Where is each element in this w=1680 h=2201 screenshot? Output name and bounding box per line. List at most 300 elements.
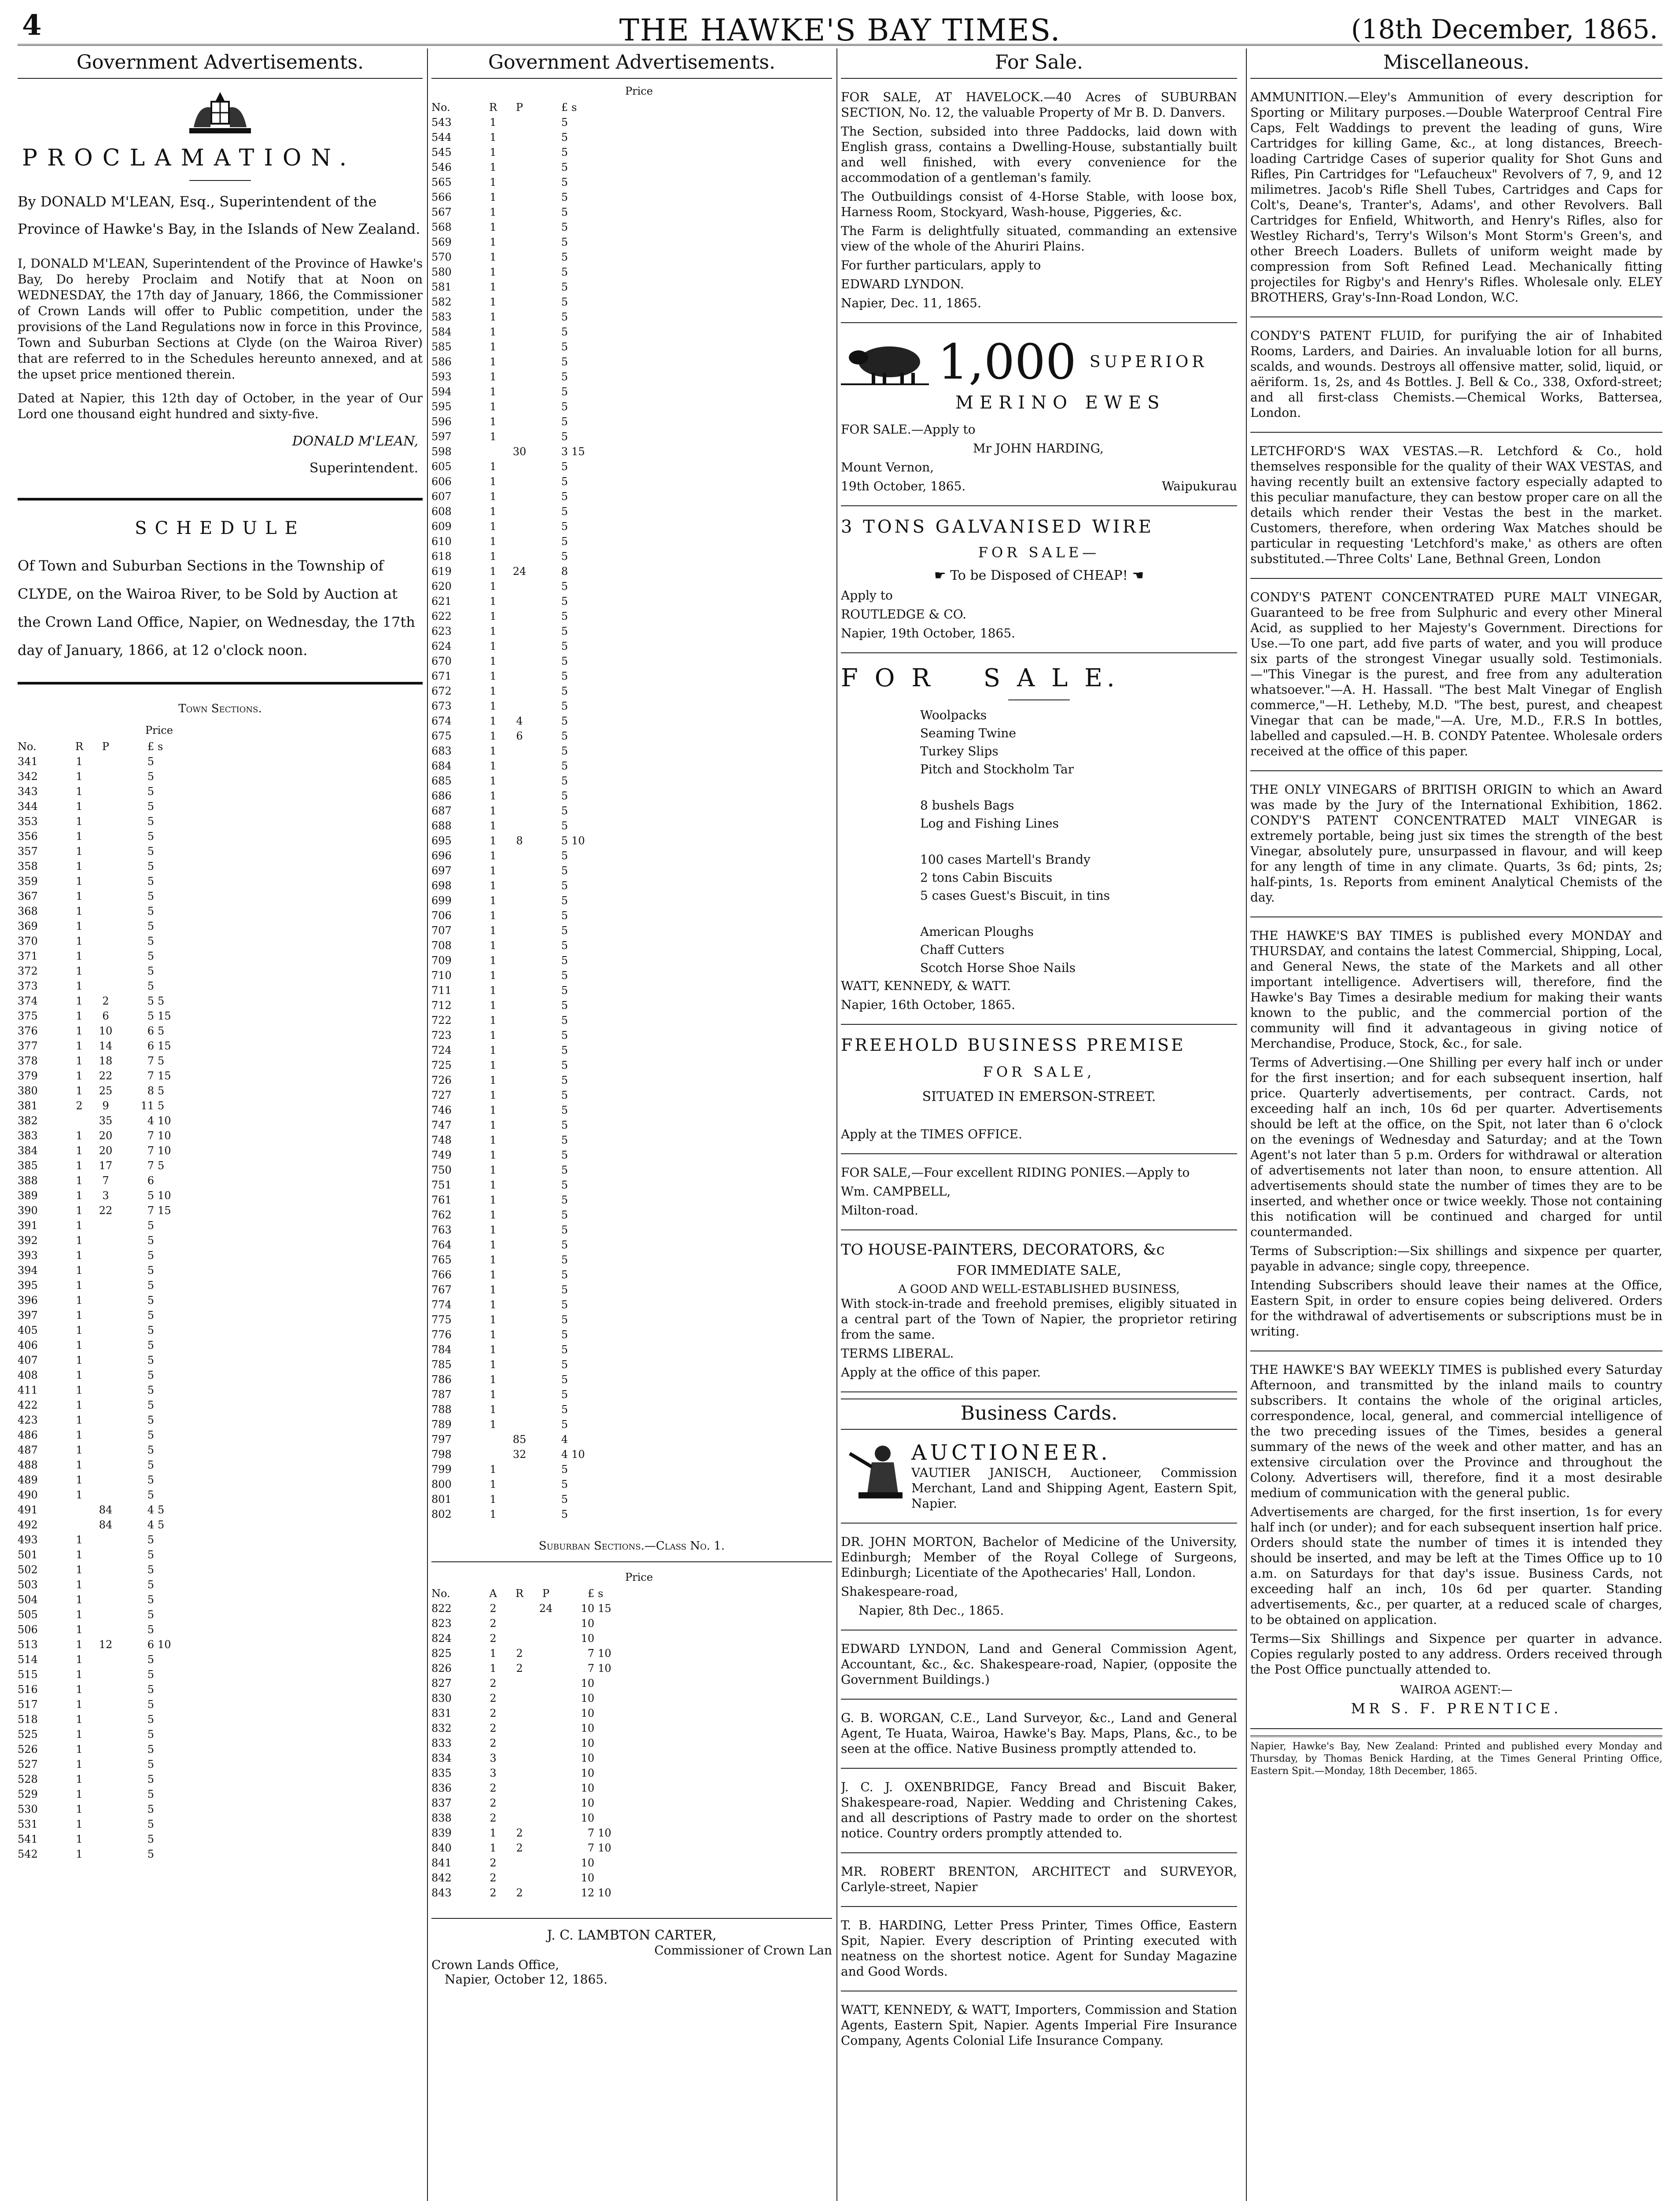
table-row bbox=[431, 1676, 832, 1691]
card-text: T. B. HARDING, Letter Press Printer, Times Office, Eastern Spit, Napier. Every description of Printing executed with neatness on the shortest notice. Agent for Sunday Magazine and Good Words. bbox=[841, 1918, 1237, 1979]
table-cell: 1 bbox=[490, 1209, 497, 1221]
table-cell: 8 bbox=[147, 1085, 154, 1097]
table-cell: 10 bbox=[99, 1025, 113, 1037]
table-cell: 1 bbox=[490, 1314, 497, 1326]
table-cell bbox=[533, 1826, 559, 1840]
table-cell: 397 bbox=[18, 1309, 38, 1321]
ad-date: Napier, 19th October, 1865. bbox=[841, 626, 1016, 640]
table-cell bbox=[154, 1383, 184, 1398]
table-cell bbox=[506, 1133, 533, 1148]
table-row bbox=[431, 1222, 832, 1237]
table-cell bbox=[154, 754, 184, 769]
table-cell: 1 bbox=[76, 1294, 83, 1307]
table-cell: 388 bbox=[18, 1174, 38, 1187]
issue-date: (18th December, 1865. bbox=[1351, 14, 1658, 45]
table-cell: 1 bbox=[490, 311, 497, 323]
table-cell: 695 bbox=[431, 835, 452, 847]
table-row bbox=[18, 859, 423, 874]
table-cell: 5 bbox=[147, 1384, 154, 1396]
table-cell: 1 bbox=[76, 1549, 83, 1561]
table-cell: 748 bbox=[431, 1134, 452, 1146]
table-cell: 6 bbox=[516, 730, 523, 742]
table-cell: 5 bbox=[147, 1564, 154, 1576]
table-row bbox=[431, 773, 832, 788]
table-cell: 1 bbox=[490, 1463, 497, 1476]
column-for-sale bbox=[841, 48, 1237, 2201]
table-cell bbox=[506, 1751, 533, 1766]
table-cell bbox=[92, 1233, 119, 1248]
table-cell: 1 bbox=[76, 1818, 83, 1830]
table-cell: 5 bbox=[147, 1549, 154, 1561]
table-cell: 5 bbox=[561, 790, 568, 802]
ad-subtitle: FOR IMMEDIATE SALE, bbox=[957, 1263, 1121, 1278]
ad-text: Intending Subscribers should leave their names at the Office, Eastern Spit, in order to ensure copies being delivered. Orders for the withdrawal of advertisements or subscriptions must be in writing. bbox=[1250, 1278, 1662, 1339]
table-cell: 1 bbox=[490, 1299, 497, 1311]
table-cell: 15 bbox=[158, 1204, 171, 1217]
table-row bbox=[18, 1008, 423, 1023]
table-cell: 710 bbox=[431, 969, 452, 982]
table-cell: 1 bbox=[76, 1174, 83, 1187]
table-cell: 1 bbox=[76, 1219, 83, 1232]
table-cell: 5 bbox=[158, 1055, 165, 1067]
table-cell: 10 bbox=[581, 1707, 594, 1719]
table-cell: 5 bbox=[561, 1329, 568, 1341]
table-cell: 411 bbox=[18, 1384, 38, 1396]
table-cell: 1 bbox=[490, 894, 497, 907]
ad-freehold-premises bbox=[841, 1031, 1237, 1154]
table-cell: 2 bbox=[490, 1782, 497, 1794]
table-cell bbox=[568, 294, 598, 309]
table-row bbox=[431, 1013, 832, 1028]
table-cell: 528 bbox=[18, 1773, 38, 1785]
table-cell bbox=[533, 1616, 559, 1631]
table-cell: 5 bbox=[147, 1489, 154, 1501]
table-cell: 10 bbox=[598, 1647, 612, 1660]
table-row bbox=[431, 624, 832, 639]
table-cell: 724 bbox=[431, 1044, 452, 1056]
table-cell: 5 bbox=[147, 1668, 154, 1681]
table-cell: 5 bbox=[561, 625, 568, 637]
table-cell bbox=[568, 714, 598, 729]
ad-place: Waipukurau bbox=[1161, 479, 1237, 493]
table-cell bbox=[92, 1413, 119, 1428]
table-header: No. R P £ s bbox=[431, 101, 577, 114]
table-cell bbox=[506, 369, 533, 384]
table-cell: 1 bbox=[490, 416, 497, 428]
table-row bbox=[431, 1766, 832, 1781]
table-row bbox=[431, 309, 832, 324]
table-row bbox=[431, 1432, 832, 1447]
table-cell: 9 bbox=[102, 1100, 109, 1112]
table-cell bbox=[506, 923, 533, 938]
table-cell bbox=[506, 788, 533, 803]
table-cell bbox=[568, 1013, 598, 1028]
table-row bbox=[18, 1502, 423, 1517]
table-cell: 384 bbox=[18, 1145, 38, 1157]
table-cell: 5 bbox=[561, 520, 568, 533]
table-cell: 775 bbox=[431, 1314, 452, 1326]
table-row bbox=[431, 1327, 832, 1342]
table-cell bbox=[154, 1413, 184, 1428]
table-cell: 1 bbox=[490, 924, 497, 937]
ad-for-sale-goods bbox=[841, 659, 1237, 1025]
table-cell: 1 bbox=[490, 475, 497, 488]
table-cell: 609 bbox=[431, 520, 452, 533]
table-cell bbox=[568, 923, 598, 938]
table-cell bbox=[506, 654, 533, 669]
table-cell bbox=[154, 1817, 184, 1832]
table-row bbox=[431, 115, 832, 130]
table-cell: 541 bbox=[18, 1833, 38, 1845]
table-cell: 2 bbox=[516, 1662, 523, 1675]
table-cell: 6 bbox=[102, 1010, 109, 1022]
table-cell bbox=[66, 1517, 92, 1532]
table-cell: 598 bbox=[431, 445, 452, 458]
table-cell: 513 bbox=[18, 1638, 38, 1651]
table-cell bbox=[506, 265, 533, 280]
table-cell: 5 bbox=[147, 1698, 154, 1711]
table-cell bbox=[92, 1652, 119, 1667]
table-cell bbox=[506, 908, 533, 923]
table-cell bbox=[568, 1058, 598, 1073]
table-row bbox=[431, 788, 832, 803]
goods-item: Turkey Slips bbox=[920, 744, 998, 758]
table-cell: 1 bbox=[490, 835, 497, 847]
table-cell: 5 bbox=[147, 1683, 154, 1696]
table-cell bbox=[506, 235, 533, 250]
table-cell bbox=[568, 205, 598, 220]
table-cell: 726 bbox=[431, 1074, 452, 1086]
table-cell bbox=[154, 814, 184, 829]
table-cell: 5 bbox=[561, 880, 568, 892]
table-row bbox=[431, 1163, 832, 1178]
table-cell: 1 bbox=[490, 1044, 497, 1056]
table-cell bbox=[568, 1357, 598, 1372]
table-cell: 1 bbox=[490, 236, 497, 248]
table-cell: 379 bbox=[18, 1070, 38, 1082]
table-cell bbox=[568, 893, 598, 908]
table-cell: 5 bbox=[561, 640, 568, 652]
table-cell bbox=[568, 280, 598, 294]
table-cell: 1 bbox=[490, 1164, 497, 1176]
table-cell: 5 bbox=[561, 206, 568, 218]
table-cell bbox=[568, 848, 598, 863]
table-cell: 1 bbox=[76, 1279, 83, 1292]
table-cell bbox=[594, 1721, 624, 1736]
table-cell: 1 bbox=[76, 1713, 83, 1726]
goods-item bbox=[920, 906, 1237, 921]
divider bbox=[431, 1918, 832, 1919]
table-cell bbox=[506, 1855, 533, 1870]
table-cell: 5 bbox=[561, 894, 568, 907]
table-row bbox=[18, 1293, 423, 1308]
table-row bbox=[18, 979, 423, 994]
table-row bbox=[431, 1073, 832, 1088]
table-cell bbox=[506, 294, 533, 309]
table-cell: 1 bbox=[490, 790, 497, 802]
table-cell: 5 bbox=[561, 670, 568, 682]
table-cell bbox=[568, 534, 598, 549]
table-cell bbox=[506, 893, 533, 908]
table-row bbox=[431, 1736, 832, 1751]
table-cell bbox=[506, 624, 533, 639]
table-cell: 1 bbox=[76, 845, 83, 858]
table-cell: 1 bbox=[490, 550, 497, 563]
table-cell: 359 bbox=[18, 875, 38, 887]
table-cell bbox=[154, 1398, 184, 1413]
table-cell: 686 bbox=[431, 790, 452, 802]
table-cell bbox=[594, 1691, 624, 1706]
town-sections-table-continued bbox=[431, 115, 832, 1522]
table-cell bbox=[92, 1398, 119, 1413]
table-cell: 10 bbox=[581, 1722, 594, 1734]
table-cell: 15 bbox=[158, 1010, 171, 1022]
table-cell: 2 bbox=[516, 1842, 523, 1854]
table-row bbox=[431, 1207, 832, 1222]
divider bbox=[18, 682, 423, 685]
table-cell bbox=[154, 1667, 184, 1682]
table-cell bbox=[506, 1507, 533, 1522]
table-cell: 5 bbox=[561, 984, 568, 997]
table-row bbox=[18, 1712, 423, 1727]
table-cell: 5 bbox=[561, 1508, 568, 1520]
card-oxenbridge bbox=[841, 1775, 1237, 1853]
table-cell: 1 bbox=[490, 1662, 497, 1675]
table-row bbox=[18, 1143, 423, 1158]
table-cell: 5 bbox=[561, 356, 568, 368]
ad-text: FOR SALE.—Apply to bbox=[841, 422, 976, 437]
table-cell bbox=[568, 788, 598, 803]
table-cell bbox=[154, 1607, 184, 1622]
table-cell: 5 bbox=[561, 1194, 568, 1206]
table-cell: 582 bbox=[431, 296, 452, 308]
table-cell: 1 bbox=[490, 386, 497, 398]
table-cell bbox=[506, 399, 533, 414]
table-cell: 1 bbox=[490, 1478, 497, 1491]
table-row bbox=[431, 893, 832, 908]
table-row bbox=[431, 714, 832, 729]
table-cell bbox=[568, 1043, 598, 1058]
table-cell bbox=[92, 1682, 119, 1697]
table-cell bbox=[154, 1487, 184, 1502]
table-cell: 1 bbox=[490, 1239, 497, 1251]
table-cell bbox=[506, 953, 533, 968]
table-cell: 7 bbox=[147, 1130, 154, 1142]
table-cell bbox=[506, 1601, 533, 1616]
table-cell bbox=[506, 175, 533, 190]
ad-malt-vinegar bbox=[1250, 585, 1662, 771]
table-cell: 1 bbox=[76, 1369, 83, 1381]
table-cell: 5 bbox=[147, 1010, 154, 1022]
table-cell bbox=[506, 968, 533, 983]
table-cell bbox=[154, 1802, 184, 1817]
table-cell bbox=[506, 489, 533, 504]
table-cell bbox=[506, 1402, 533, 1417]
divider bbox=[1008, 699, 1070, 700]
table-cell: 10 bbox=[581, 1797, 594, 1809]
table-cell: 5 bbox=[561, 1269, 568, 1281]
table-cell: 5 bbox=[147, 785, 154, 798]
card-address: Shakespeare-road, bbox=[841, 1584, 958, 1599]
table-row bbox=[431, 803, 832, 818]
table-cell bbox=[154, 1428, 184, 1443]
ad-havelock bbox=[841, 85, 1237, 323]
table-row bbox=[431, 609, 832, 624]
table-cell: 1 bbox=[76, 785, 83, 798]
column-heading: Miscellaneous. bbox=[1250, 48, 1662, 79]
table-row bbox=[18, 754, 423, 769]
table-row bbox=[431, 1826, 832, 1840]
table-cell bbox=[568, 130, 598, 145]
table-cell: 405 bbox=[18, 1324, 38, 1336]
table-cell: 85 bbox=[512, 1433, 527, 1446]
table-cell: 525 bbox=[18, 1728, 38, 1741]
table-cell: 5 bbox=[561, 281, 568, 293]
table-cell: 1 bbox=[490, 1827, 497, 1839]
table-cell bbox=[568, 908, 598, 923]
table-row bbox=[18, 1607, 423, 1622]
column-rule bbox=[836, 48, 837, 2201]
table-cell: 30 bbox=[512, 445, 527, 458]
table-cell bbox=[506, 1312, 533, 1327]
ad-situated: SITUATED IN EMERSON-STREET. bbox=[922, 1089, 1156, 1104]
table-cell: 1 bbox=[76, 1040, 83, 1052]
table-cell bbox=[506, 1193, 533, 1207]
table-cell bbox=[568, 594, 598, 609]
table-cell: 406 bbox=[18, 1339, 38, 1351]
table-row bbox=[431, 250, 832, 265]
goods-item: 8 bushels Bags bbox=[920, 798, 1014, 813]
table-cell: 1 bbox=[490, 1089, 497, 1101]
table-cell: 22 bbox=[99, 1204, 113, 1217]
table-cell bbox=[506, 1237, 533, 1252]
table-cell bbox=[568, 729, 598, 743]
table-cell: 5 bbox=[561, 1224, 568, 1236]
table-cell: 1 bbox=[76, 905, 83, 917]
table-cell: 569 bbox=[431, 236, 452, 248]
table-cell: 5 bbox=[561, 1074, 568, 1086]
table-row bbox=[431, 1058, 832, 1073]
ad-sub: A GOOD AND WELL-ESTABLISHED BUSINESS, bbox=[898, 1283, 1180, 1296]
table-cell bbox=[506, 384, 533, 399]
table-cell: 11 bbox=[140, 1100, 154, 1112]
table-cell: 1 bbox=[76, 1489, 83, 1501]
merino-ewes-title: MERINO EWES bbox=[955, 393, 1166, 413]
table-cell: 5 bbox=[147, 1623, 154, 1636]
table-cell bbox=[568, 983, 598, 998]
table-cell: 529 bbox=[18, 1788, 38, 1800]
table-row bbox=[431, 549, 832, 564]
table-cell: 1 bbox=[76, 890, 83, 902]
table-cell: 685 bbox=[431, 775, 452, 787]
ad-text: LETCHFORD'S WAX VESTAS.—R. Letchford & Co., hold themselves responsible for the quality of their WAX VESTAS, and having recently built an extensive factory especially adapted to this peculiar manufacture, they can bestow proper care on all the details which render their Vestas the best in the market. Customers, therefore, when ordering Wax Matches should be particular in requesting 'Letchford's make,' as others are often substituted.—Three Colts' Lane, Bethnal Green, London bbox=[1250, 444, 1662, 566]
table-cell: 391 bbox=[18, 1219, 38, 1232]
table-cell: 712 bbox=[431, 999, 452, 1012]
table-cell bbox=[154, 1712, 184, 1727]
table-cell: 7 bbox=[147, 1159, 154, 1172]
table-cell bbox=[506, 1811, 533, 1826]
commissioner-date: Napier, October 12, 1865. bbox=[445, 1972, 608, 1987]
table-cell: 1 bbox=[490, 580, 497, 593]
table-cell: 707 bbox=[431, 924, 452, 937]
ewes-superior: SUPERIOR bbox=[1089, 353, 1208, 371]
table-cell: 5 bbox=[147, 860, 154, 872]
table-cell bbox=[506, 1691, 533, 1706]
table-row bbox=[18, 1637, 423, 1652]
table-cell: 623 bbox=[431, 625, 452, 637]
table-cell bbox=[92, 1667, 119, 1682]
table-cell: 5 bbox=[561, 146, 568, 158]
table-cell bbox=[568, 1178, 598, 1193]
table-cell bbox=[506, 579, 533, 594]
table-cell: 492 bbox=[18, 1519, 38, 1531]
table-cell: 5 bbox=[561, 1089, 568, 1101]
table-cell bbox=[506, 773, 533, 788]
table-cell bbox=[154, 1697, 184, 1712]
table-row bbox=[431, 324, 832, 339]
table-cell: 761 bbox=[431, 1194, 452, 1206]
table-cell bbox=[506, 190, 533, 205]
table-row bbox=[18, 1128, 423, 1143]
ad-text: For further particulars, apply to bbox=[841, 258, 1041, 272]
table-cell bbox=[154, 1592, 184, 1607]
table-cell: 423 bbox=[18, 1414, 38, 1426]
table-cell bbox=[568, 145, 598, 160]
table-cell: 765 bbox=[431, 1254, 452, 1266]
table-row bbox=[431, 1616, 832, 1631]
table-cell: 4 bbox=[561, 1433, 568, 1446]
table-cell bbox=[568, 1252, 598, 1267]
table-row bbox=[431, 1088, 832, 1103]
table-cell bbox=[506, 1073, 533, 1088]
table-cell: 3 bbox=[490, 1767, 497, 1779]
table-cell: 1 bbox=[490, 954, 497, 967]
table-cell: 586 bbox=[431, 356, 452, 368]
table-cell: 5 bbox=[561, 820, 568, 832]
table-cell: 1 bbox=[76, 1623, 83, 1636]
table-cell: 5 bbox=[561, 296, 568, 308]
table-cell: 1 bbox=[76, 1010, 83, 1022]
ad-text: Apply to bbox=[841, 588, 893, 603]
table-cell: 1 bbox=[76, 1234, 83, 1247]
table-cell: 5 bbox=[561, 1164, 568, 1176]
table-cell: 20 bbox=[99, 1130, 113, 1142]
table-header: No. R P £ s bbox=[18, 740, 163, 753]
table-cell: 7 bbox=[147, 1145, 154, 1157]
ad-text: FOR SALE,—Four excellent RIDING PONIES.—Apply to bbox=[841, 1165, 1190, 1180]
table-cell: 516 bbox=[18, 1683, 38, 1696]
table-cell: 396 bbox=[18, 1294, 38, 1307]
table-row bbox=[18, 934, 423, 949]
table-cell bbox=[92, 1323, 119, 1338]
table-row bbox=[431, 145, 832, 160]
table-cell: 1 bbox=[490, 1842, 497, 1854]
table-cell: 501 bbox=[18, 1549, 38, 1561]
table-cell bbox=[480, 444, 506, 459]
table-cell: 5 bbox=[147, 890, 154, 902]
sheep-icon bbox=[841, 338, 929, 386]
table-cell: 1 bbox=[76, 815, 83, 828]
table-cell bbox=[568, 339, 598, 354]
table-cell bbox=[92, 814, 119, 829]
ad-signature: EDWARD LYNDON. bbox=[841, 277, 964, 291]
table-cell: 1 bbox=[76, 1145, 83, 1157]
table-cell: 5 bbox=[561, 1418, 568, 1431]
table-cell bbox=[506, 309, 533, 324]
table-cell: 7 bbox=[587, 1827, 594, 1839]
table-cell: 801 bbox=[431, 1493, 452, 1505]
table-row bbox=[18, 1847, 423, 1862]
